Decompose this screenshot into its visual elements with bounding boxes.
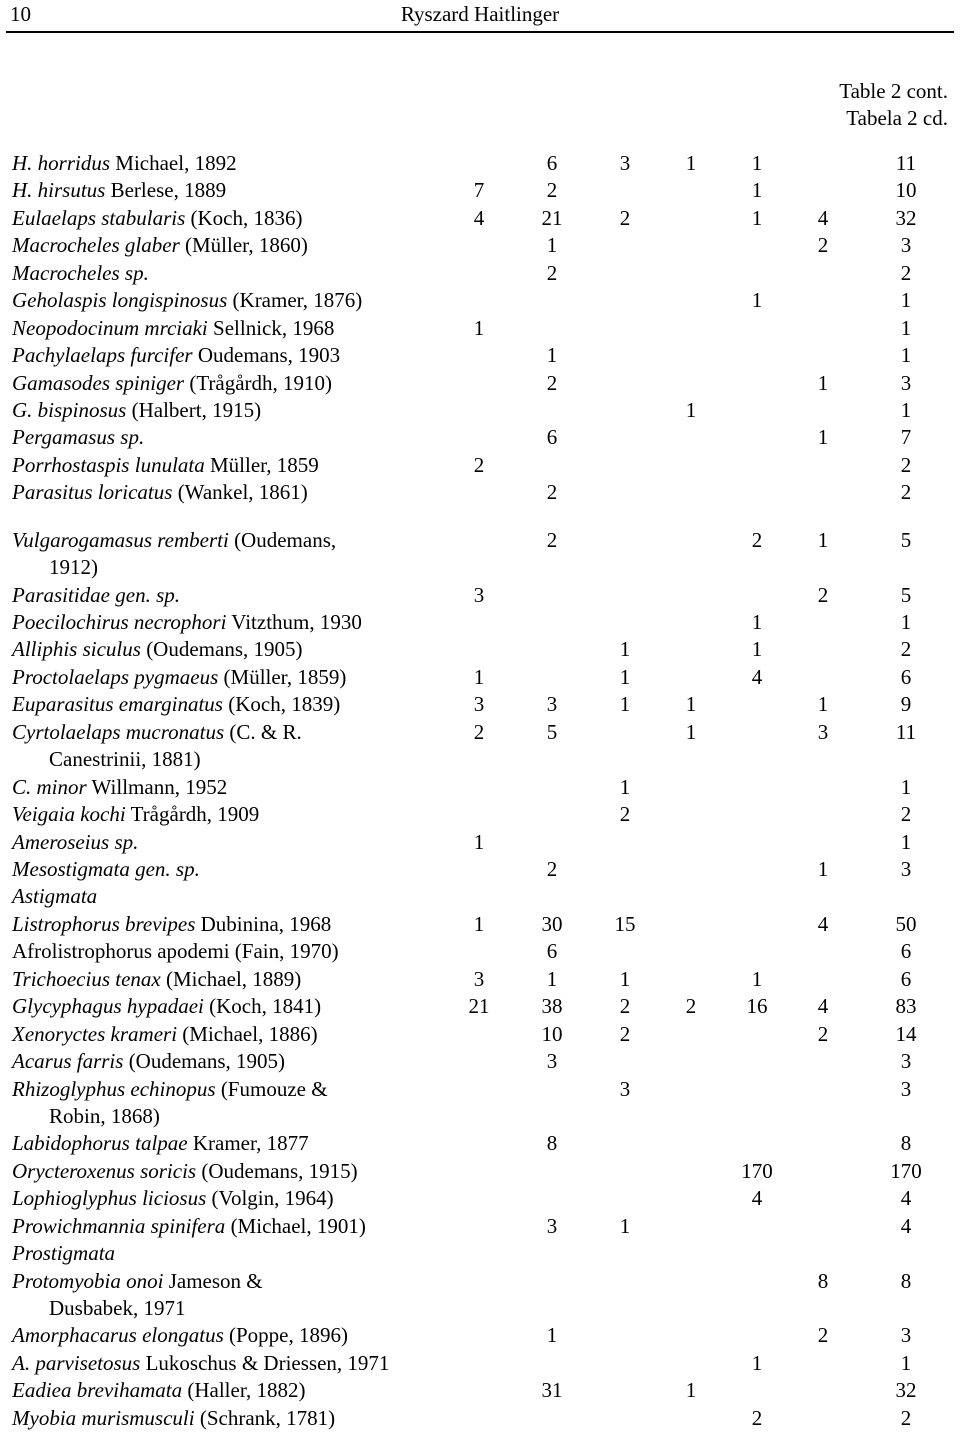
table-row: [0, 582, 960, 609]
count-cell: 1: [817, 692, 829, 717]
count-cell: 2: [619, 994, 631, 1019]
species-authority: Oudemans, 1903: [192, 343, 341, 368]
count-cell: 1: [619, 692, 631, 717]
count-cell: 2: [817, 1021, 829, 1046]
species-name-italic: Acarus farris: [12, 1049, 124, 1074]
species-name-italic: Parasitidae gen. sp.: [12, 582, 180, 607]
count-cell: 1: [751, 637, 763, 662]
count-cell: 3: [619, 1076, 631, 1101]
total-cell: 83: [895, 994, 917, 1019]
species-name: [12, 1048, 285, 1075]
total-cell: 3: [900, 857, 912, 881]
table-row: [0, 1350, 960, 1377]
total-cell: 6: [900, 664, 912, 689]
table-row: [0, 609, 960, 636]
table-row: [0, 911, 960, 938]
total-cell: 2: [900, 1405, 912, 1430]
total-cell: 9: [900, 692, 912, 717]
count-cell: 1: [619, 1213, 631, 1238]
total-cell: 1: [900, 343, 912, 368]
species-name: [12, 150, 237, 177]
species-name: [12, 424, 144, 451]
count-cell: 1: [685, 719, 697, 744]
count-cell: 1: [473, 315, 485, 340]
table-row: [0, 452, 960, 479]
count-cell: 1: [473, 664, 485, 689]
count-cell: 6: [546, 939, 558, 964]
table-row: [0, 1213, 960, 1240]
table-row: [0, 1021, 960, 1048]
table-row: [0, 1048, 960, 1075]
count-cell: 1: [817, 370, 829, 395]
table-row: [0, 664, 960, 691]
table-row: [0, 1185, 960, 1212]
total-cell: 1: [900, 610, 912, 635]
species-name-italic: Pergamasus sp.: [12, 425, 145, 450]
species-name: [12, 287, 362, 314]
species-authority: (Poppe, 1896): [223, 1323, 348, 1348]
count-cell: 1: [619, 966, 631, 991]
total-cell: 170: [890, 1158, 922, 1183]
count-cell: 1: [473, 829, 485, 854]
species-authority: (Michael, 1901): [225, 1213, 366, 1238]
species-authority: (Koch, 1841): [203, 994, 322, 1019]
count-cell: 3: [473, 692, 485, 717]
count-cell: 1: [817, 527, 829, 552]
species-name: [12, 479, 308, 506]
species-authority: Kramer, 1877: [187, 1131, 309, 1156]
species-name-italic: Protomyobia onoi: [12, 1268, 164, 1293]
species-name-italic: Vulgarogamasus remberti: [12, 527, 229, 552]
species-name-italic: Veigaia kochi: [12, 802, 126, 827]
table-row: [0, 232, 960, 259]
species-name: [12, 691, 340, 718]
count-cell: 21: [541, 205, 563, 230]
species-name-italic: Glycyphagus hypadaei: [12, 994, 204, 1019]
species-name-italic: Listrophorus brevipes: [12, 911, 196, 936]
species-name: [12, 1322, 348, 1349]
species-name: [12, 883, 97, 910]
count-cell: 1: [751, 1350, 763, 1375]
species-name-italic: Macrocheles sp.: [12, 260, 149, 285]
species-authority: Dubinina, 1968: [195, 911, 332, 936]
species-authority: (Schrank, 1781): [194, 1405, 336, 1430]
count-cell: 1: [817, 425, 829, 450]
total-cell: 11: [895, 719, 917, 744]
species-authority: (Haller, 1882): [182, 1378, 306, 1403]
count-cell: 2: [751, 1405, 763, 1430]
species-name-italic: Lophioglyphus liciosus: [12, 1186, 207, 1211]
table-row: [0, 205, 960, 232]
species-name-italic: H. horridus: [12, 151, 111, 175]
count-cell: 1: [685, 151, 697, 175]
species-authority: Willmann, 1952: [86, 774, 228, 799]
species-authority: (Fumouze &: [215, 1076, 328, 1101]
species-name: [12, 1213, 366, 1240]
species-authority: (Oudemans,: [228, 527, 337, 552]
species-name-italic: Labidophorus talpae: [12, 1131, 188, 1156]
table-row: [0, 370, 960, 397]
species-name-italic: Orycteroxenus soricis: [12, 1158, 197, 1183]
species-name-continuation: 1912): [49, 555, 98, 580]
table-caption-pl: Tabela 2 cd.: [846, 106, 948, 130]
table-row: [0, 1240, 960, 1267]
count-cell: 4: [751, 664, 763, 689]
species-authority: (Michael, 1886): [177, 1021, 318, 1046]
count-cell: 6: [546, 151, 558, 175]
count-cell: 1: [685, 1378, 697, 1403]
total-cell: 1: [900, 829, 912, 854]
count-cell: 2: [473, 452, 485, 477]
species-name: [12, 397, 261, 424]
count-cell: 2: [473, 719, 485, 744]
total-cell: 10: [895, 178, 917, 203]
species-name: [12, 260, 149, 287]
species-name: [12, 177, 226, 204]
count-cell: 15: [614, 911, 636, 936]
species-authority: Berlese, 1889: [105, 178, 227, 203]
species-name: [12, 829, 138, 856]
count-cell: 170: [741, 1158, 773, 1183]
table-row: [0, 1158, 960, 1185]
species-name: [12, 232, 308, 259]
count-cell: 30: [541, 911, 563, 936]
total-cell: 3: [900, 1076, 912, 1101]
total-cell: 8: [900, 1268, 912, 1293]
count-cell: 2: [685, 994, 697, 1019]
table-row: [0, 829, 960, 856]
species-authority: Sellnick, 1968: [207, 315, 335, 340]
total-cell: 3: [900, 1049, 912, 1074]
species-authority: (Volgin, 1964): [206, 1186, 334, 1211]
table-row: [0, 177, 960, 204]
count-cell: 10: [541, 1021, 563, 1046]
table-row: [0, 315, 960, 342]
species-authority: (Kramer, 1876): [227, 288, 363, 313]
count-cell: 1: [685, 692, 697, 717]
total-cell: 50: [895, 911, 917, 936]
species-authority: (Michael, 1889): [160, 966, 302, 991]
species-name: [12, 452, 319, 479]
species-name: [12, 774, 227, 801]
species-authority: Vitzthum, 1930: [226, 610, 362, 635]
count-cell: 1: [619, 664, 631, 689]
count-cell: 31: [541, 1378, 563, 1403]
table-row: [0, 1377, 960, 1404]
species-name-italic: Ameroseius sp.: [12, 829, 139, 854]
count-cell: 1: [619, 774, 631, 799]
total-cell: 11: [895, 151, 917, 175]
count-cell: 3: [817, 719, 829, 744]
count-cell: 1: [546, 1323, 558, 1348]
count-cell: 2: [619, 1021, 631, 1046]
table-row: [0, 719, 960, 746]
species-name: [12, 1130, 309, 1157]
species-name: [12, 856, 200, 883]
species-name-italic: Porrhostaspis lunulata: [12, 452, 205, 477]
count-cell: 2: [546, 527, 558, 552]
count-cell: 4: [473, 205, 485, 230]
species-name-italic: Prowichmannia spinifera: [12, 1213, 226, 1238]
species-authority: (Trågårdh, 1910): [184, 370, 333, 395]
count-cell: 16: [746, 994, 768, 1019]
total-cell: 8: [900, 1131, 912, 1156]
species-name: [12, 636, 303, 663]
total-cell: 1: [900, 315, 912, 340]
species-name-italic: Cyrtolaelaps mucronatus: [12, 719, 225, 744]
species-name: [12, 911, 331, 938]
count-cell: 6: [546, 425, 558, 450]
table-row: [0, 1405, 960, 1432]
count-cell: 2: [751, 527, 763, 552]
table-row: [0, 1322, 960, 1349]
species-name: [12, 1185, 334, 1212]
count-cell: 1: [546, 233, 558, 258]
total-cell: 2: [900, 260, 912, 285]
total-cell: 1: [900, 397, 912, 422]
total-cell: 14: [895, 1021, 917, 1046]
species-authority: Afrolistrophorus apodemi (Fain, 1970): [12, 939, 339, 964]
count-cell: 38: [541, 994, 563, 1019]
species-authority: (Halbert, 1915): [126, 397, 262, 422]
count-cell: 1: [619, 637, 631, 662]
species-name-continuation: Robin, 1868): [49, 1103, 160, 1128]
species-name: [12, 993, 321, 1020]
table-row: [0, 397, 960, 424]
species-name: [12, 315, 334, 342]
species-name: [12, 1350, 389, 1377]
species-authority: Müller, 1859: [204, 452, 319, 477]
species-name: [12, 1158, 358, 1185]
table-row: [0, 856, 960, 883]
species-name-continuation: Dusbabek, 1971: [49, 1296, 186, 1321]
total-cell: 1: [900, 1350, 912, 1375]
species-name: [12, 370, 332, 397]
species-name: [12, 719, 302, 746]
count-cell: 2: [619, 205, 631, 230]
species-name-italic: Poecilochirus necrophori: [12, 610, 227, 635]
count-cell: 21: [468, 994, 490, 1019]
species-name: [12, 1377, 305, 1404]
table-row: [0, 527, 960, 554]
table-row: [0, 424, 960, 451]
count-cell: 1: [751, 610, 763, 635]
species-name-italic: Geholaspis longispinosus: [12, 288, 228, 313]
species-name-italic: Euparasitus emarginatus: [12, 692, 223, 717]
count-cell: 8: [546, 1131, 558, 1156]
species-name-italic: Astigmata: [12, 884, 98, 909]
count-cell: 1: [546, 343, 558, 368]
species-name-italic: H. hirsutus: [12, 178, 106, 203]
total-cell: 32: [895, 1378, 917, 1403]
count-cell: 1: [685, 397, 697, 422]
species-name: [12, 582, 180, 609]
table-row: [0, 938, 960, 965]
species-name-italic: A. parvisetosus: [12, 1350, 141, 1375]
table-row: [0, 801, 960, 828]
count-cell: 1: [751, 205, 763, 230]
table-row: [0, 774, 960, 801]
species-name: [12, 609, 362, 636]
count-cell: 2: [546, 857, 558, 881]
total-cell: 3: [900, 370, 912, 395]
total-cell: 2: [900, 452, 912, 477]
running-author: Ryszard Haitlinger: [400, 2, 560, 26]
species-name-italic: C. minor: [12, 774, 87, 799]
species-name: [12, 1405, 335, 1432]
total-cell: 5: [900, 582, 912, 607]
count-cell: 2: [817, 582, 829, 607]
total-cell: 32: [895, 205, 917, 230]
table-row: [0, 150, 960, 177]
species-authority: (Müller, 1859): [218, 664, 347, 689]
species-name: [12, 938, 339, 965]
species-authority: (Oudemans, 1905): [140, 637, 303, 662]
table-row: [0, 479, 960, 506]
table-row: [0, 342, 960, 369]
species-authority: (Koch, 1836): [185, 205, 303, 230]
species-name: [12, 1076, 328, 1103]
species-authority: (Müller, 1860): [179, 233, 308, 258]
count-cell: 2: [546, 260, 558, 285]
total-cell: 6: [900, 966, 912, 991]
species-name-italic: Gamasodes spiniger: [12, 370, 185, 395]
species-name-continuation: Canestrinii, 1881): [49, 747, 201, 772]
species-name-italic: Amorphacarus elongatus: [12, 1323, 224, 1348]
species-authority: (C. & R.: [224, 719, 302, 744]
species-authority: Jameson &: [163, 1268, 263, 1293]
species-authority: Michael, 1892: [110, 151, 237, 175]
species-name-italic: Proctolaelaps pygmaeus: [12, 664, 219, 689]
count-cell: 3: [619, 151, 631, 175]
count-cell: 1: [751, 151, 763, 175]
table-row: [0, 966, 960, 993]
count-cell: 1: [751, 288, 763, 313]
count-cell: 1: [817, 857, 829, 881]
table-row: [0, 993, 960, 1020]
count-cell: 2: [546, 480, 558, 505]
species-name: [12, 527, 336, 554]
species-name-italic: Parasitus loricatus: [12, 480, 173, 505]
species-name-italic: Pachylaelaps furcifer: [12, 343, 193, 368]
count-cell: 1: [751, 178, 763, 203]
species-authority: (Wankel, 1861): [172, 480, 308, 505]
total-cell: 3: [900, 1323, 912, 1348]
count-cell: 3: [473, 582, 485, 607]
total-cell: 2: [900, 802, 912, 827]
table-row: [0, 691, 960, 718]
species-name-italic: Mesostigmata gen. sp.: [12, 857, 200, 881]
count-cell: 3: [546, 1049, 558, 1074]
species-name: [12, 342, 340, 369]
species-authority: (Oudemans, 1905): [123, 1049, 285, 1074]
count-cell: 1: [751, 966, 763, 991]
total-cell: 7: [900, 425, 912, 450]
table-row: [0, 287, 960, 314]
species-name-italic: Myobia murismusculi: [12, 1405, 195, 1430]
total-cell: 3: [900, 233, 912, 258]
table-row: [0, 260, 960, 287]
species-name-italic: Macrocheles glaber: [12, 233, 180, 258]
page-number: 10: [10, 2, 31, 26]
species-name: [12, 664, 346, 691]
total-cell: 6: [900, 939, 912, 964]
total-cell: 1: [900, 288, 912, 313]
species-authority: Lukoschus & Driessen, 1971: [140, 1350, 390, 1375]
species-name-italic: Xenoryctes krameri: [12, 1021, 178, 1046]
species-authority: (Oudemans, 1915): [196, 1158, 358, 1183]
count-cell: 3: [546, 692, 558, 717]
total-cell: 1: [900, 774, 912, 799]
species-name: [12, 1021, 318, 1048]
table-row: [0, 636, 960, 663]
count-cell: 2: [546, 370, 558, 395]
count-cell: 3: [546, 1213, 558, 1238]
species-name: [12, 1240, 115, 1267]
species-authority: (Koch, 1839): [222, 692, 341, 717]
species-name-italic: G. bispinosus: [12, 397, 127, 422]
total-cell: 2: [900, 480, 912, 505]
species-authority: Trågårdh, 1909: [125, 802, 260, 827]
count-cell: 4: [817, 205, 829, 230]
species-name: [12, 1268, 263, 1295]
species-name-italic: Eulaelaps stabularis: [12, 205, 186, 230]
table-row: [0, 1268, 960, 1295]
species-name: [12, 966, 301, 993]
count-cell: 2: [817, 1323, 829, 1348]
species-name-italic: Trichoecius tenax: [12, 966, 161, 991]
total-cell: 5: [900, 527, 912, 552]
count-cell: 3: [473, 966, 485, 991]
table-row: [0, 1076, 960, 1103]
table-row: [0, 883, 960, 910]
count-cell: 1: [546, 966, 558, 991]
count-cell: 2: [817, 233, 829, 258]
total-cell: 4: [900, 1213, 912, 1238]
count-cell: 1: [473, 911, 485, 936]
species-name-italic: Eadiea brevihamata: [12, 1378, 183, 1403]
table-caption-en: Table 2 cont.: [839, 79, 948, 103]
count-cell: 2: [619, 802, 631, 827]
species-name: [12, 801, 259, 828]
species-name: [12, 205, 303, 232]
count-cell: 4: [817, 911, 829, 936]
species-name-italic: Alliphis siculus: [12, 637, 141, 662]
species-name-italic: Prostigmata: [12, 1241, 116, 1266]
species-name-italic: Rhizoglyphus echinopus: [12, 1076, 216, 1101]
count-cell: 2: [546, 178, 558, 203]
total-cell: 4: [900, 1186, 912, 1211]
species-name-italic: Neopodocinum mrciaki: [12, 315, 208, 340]
count-cell: 4: [751, 1186, 763, 1211]
count-cell: 4: [817, 994, 829, 1019]
count-cell: 7: [473, 178, 485, 203]
table-row: [0, 1130, 960, 1157]
count-cell: 8: [817, 1268, 829, 1293]
count-cell: 5: [546, 719, 558, 744]
total-cell: 2: [900, 637, 912, 662]
